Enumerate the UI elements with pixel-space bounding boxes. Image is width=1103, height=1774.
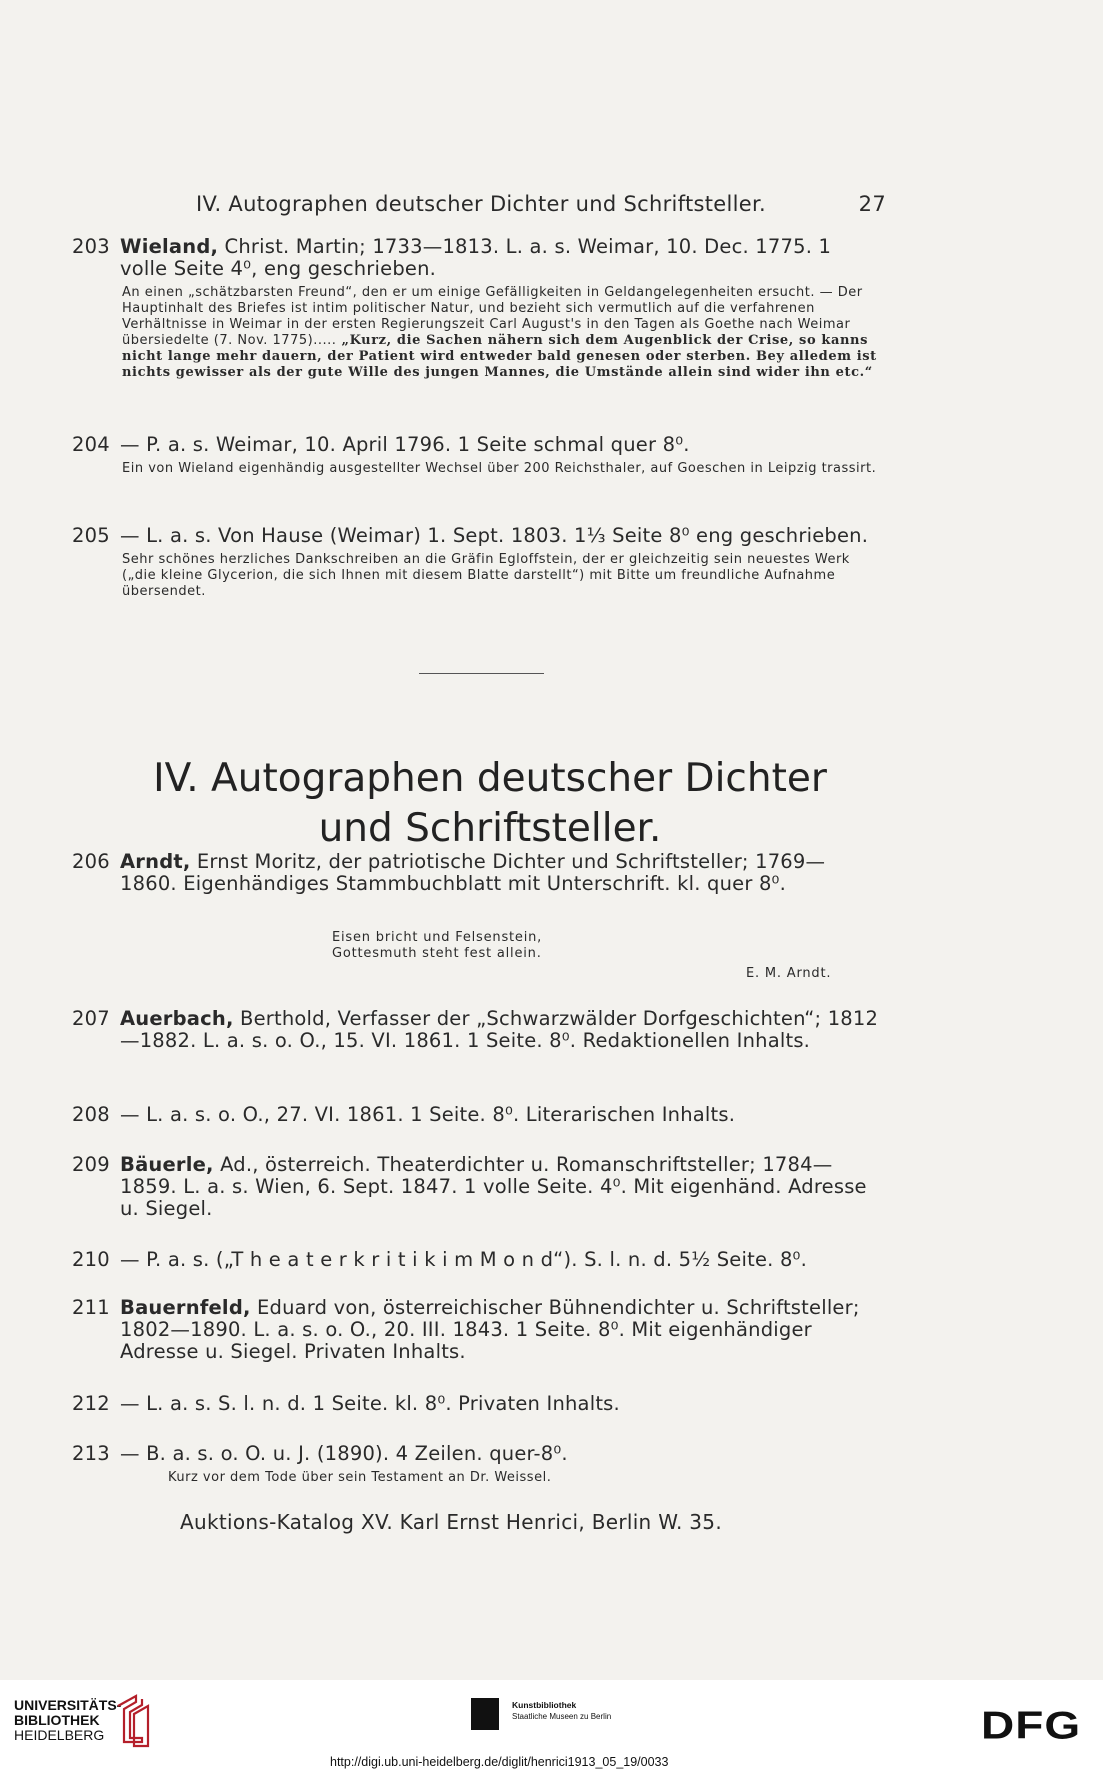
entry-description: Eduard von, österreichischer Bühnendichter u. Schriftsteller; 1802—1890. L. a. s. o. O., 20. III. 1843. 1 Seite. 8⁰. Mit eigenhändiger Adresse u. Siegel. Privaten Inhalts. [120, 1296, 860, 1363]
entry-description: — L. a. s. o. O., 27. VI. 1861. 1 Seite. 8⁰. Literarischen Inhalts. [120, 1103, 736, 1126]
entry-author: Bäuerle, [120, 1153, 214, 1176]
entry-number: 213 [72, 1442, 110, 1465]
entry-author: Arndt, [120, 850, 191, 873]
entry-description: Christ. Martin; 1733—1813. L. a. s. Weimar, 10. Dec. 1775. 1 volle Seite 4⁰, eng geschrieben. [120, 235, 832, 280]
entry-description: — P. a. s. Weimar, 10. April 1796. 1 Seite schmal quer 8⁰. [120, 433, 690, 456]
catalog-entry-212 [72, 1393, 882, 1415]
entry-note-quote: „Kurz, die Sachen nähern sich dem Augenblick der Crise, so kanns nicht lange mehr dauern, der Patient wird entweder bald genesen oder sterben. Bey alledem ist nichts gewisser als der gute Wille des jungen Mannes, die Umstände allein sind wider ihn etc.“ [122, 333, 877, 380]
ub-logo-line-3: HEIDELBERG [14, 1727, 105, 1743]
page-number: 27 [858, 192, 886, 216]
ub-heidelberg-logo[interactable] [14, 1698, 121, 1743]
entry-number: 212 [72, 1392, 110, 1415]
catalog-entry-210 [72, 1249, 882, 1271]
entry-description: — L. a. s. S. l. n. d. 1 Seite. kl. 8⁰. Privaten Inhalts. [120, 1392, 620, 1415]
entry-note: Ein von Wieland eigenhändig ausgestellter Wechsel über 200 Reichsthaler, auf Goeschen in Leipzig trassirt. [122, 461, 877, 476]
section-title-line-2: und Schriftsteller. [318, 806, 662, 851]
kunstbibliothek-logo-icon [471, 1698, 499, 1730]
catalog-entry-207 [72, 1008, 882, 1052]
kb-logo-line-2: Staatliche Museen zu Berlin [512, 1712, 612, 1721]
section-title [90, 754, 890, 854]
catalog-entry-211 [72, 1297, 882, 1363]
catalog-entry-208 [72, 1104, 882, 1126]
verse-line-2: Gottesmuth steht fest allein. [332, 946, 542, 961]
entry-number: 203 [72, 235, 110, 258]
catalog-entry-213 [72, 1443, 882, 1486]
entry-description: — B. a. s. o. O. u. J. (1890). 4 Zeilen. quer-8⁰. [120, 1442, 568, 1465]
ub-logo-icon [112, 1694, 156, 1748]
entry-author: Bauernfeld, [120, 1296, 251, 1319]
entry-note: Sehr schönes herzliches Dankschreiben an die Gräfin Egloffstein, der er gleichzeitig sein neuestes Werk („die kleine Glycerion, die sich Ihnen mit diesem Blatte darstellt“) mit Bitte um freundliche Aufnahme übersendet. [122, 552, 850, 599]
entry-description: Ad., österreich. Theaterdichter u. Romanschriftsteller; 1784—1859. L. a. s. Wien, 6. Sept. 1847. 1 volle Seite. 4⁰. Mit eigenhänd. Adresse u. Siegel. [120, 1153, 867, 1220]
kb-logo-line-1: Kunstbibliothek [512, 1700, 577, 1710]
entry-author: Auerbach, [120, 1007, 234, 1030]
entry-description: Ernst Moritz, der patriotische Dichter und Schriftsteller; 1769—1860. Eigenhändiges Stammbuchblatt mit Unterschrift. kl. quer 8⁰. [120, 850, 826, 895]
catalog-entry-204 [72, 434, 882, 477]
entry-author: Wieland, [120, 235, 219, 258]
viewer-footer [0, 1680, 1103, 1774]
entry-number: 210 [72, 1248, 110, 1271]
entry-description: — L. a. s. Von Hause (Weimar) 1. Sept. 1803. 1⅓ Seite 8⁰ eng geschrieben. [120, 524, 869, 547]
verse-line-1: Eisen bricht und Felsenstein, [332, 930, 543, 945]
dfg-logo[interactable]: DFG [981, 1702, 1082, 1748]
catalog-entry-206 [72, 851, 882, 895]
entry-number: 211 [72, 1296, 110, 1319]
verse-signature: E. M. Arndt. [746, 966, 832, 981]
entry-number: 206 [72, 850, 110, 873]
kunstbibliothek-logo[interactable] [512, 1700, 611, 1722]
entry-number: 205 [72, 524, 110, 547]
catalog-entry-205 [72, 525, 882, 600]
entry-number: 204 [72, 433, 110, 456]
entry-note: An einen „schätzbarsten Freund“, den er um einige Gefälligkeiten in Geldangelegenheiten ersucht. — Der Hauptinhalt des Briefes ist intim politischer Natur, und bezieht sich vermutlich auf die verfahrenen Verhältnisse in Weimar in der ersten Regierungszeit Carl August's in den Tagen als Goethe nach Weimar übersiedelte (7. Nov. 1775)..... [122, 285, 863, 348]
entry-note: Kurz vor dem Tode über sein Testament an Dr. Weissel. [168, 1470, 552, 1485]
running-header [196, 192, 886, 216]
entry-number: 208 [72, 1103, 110, 1126]
entry-description: — P. a. s. („T h e a t e r k r i t i k i m M o n d“). S. l. n. d. 5½ Seite. 8⁰. [120, 1248, 807, 1271]
ub-logo-line-1: UNIVERSITÄTS- [14, 1697, 122, 1713]
entry-number: 207 [72, 1007, 110, 1030]
section-title-line-1: IV. Autographen deutscher Dichter [153, 756, 827, 801]
stammbuch-verse [332, 930, 542, 962]
catalog-entry-203 [72, 236, 882, 381]
ub-logo-line-2: BIBLIOTHEK [14, 1712, 100, 1728]
entry-number: 209 [72, 1153, 110, 1176]
section-divider [419, 673, 544, 674]
permalink-url[interactable]: http://digi.ub.uni-heidelberg.de/diglit/henrici1913_05_19/0033 [330, 1755, 669, 1769]
running-header-title: IV. Autographen deutscher Dichter und Schriftsteller. [196, 192, 766, 216]
catalog-entry-209 [72, 1154, 882, 1220]
catalog-footer: Auktions-Katalog XV. Karl Ernst Henrici, Berlin W. 35. [180, 1510, 722, 1534]
entry-description: Berthold, Verfasser der „Schwarzwälder Dorfgeschichten“; 1812—1882. L. a. s. o. O., 15. VI. 1861. 1 Seite. 8⁰. Redaktionellen Inhalts. [120, 1007, 879, 1052]
